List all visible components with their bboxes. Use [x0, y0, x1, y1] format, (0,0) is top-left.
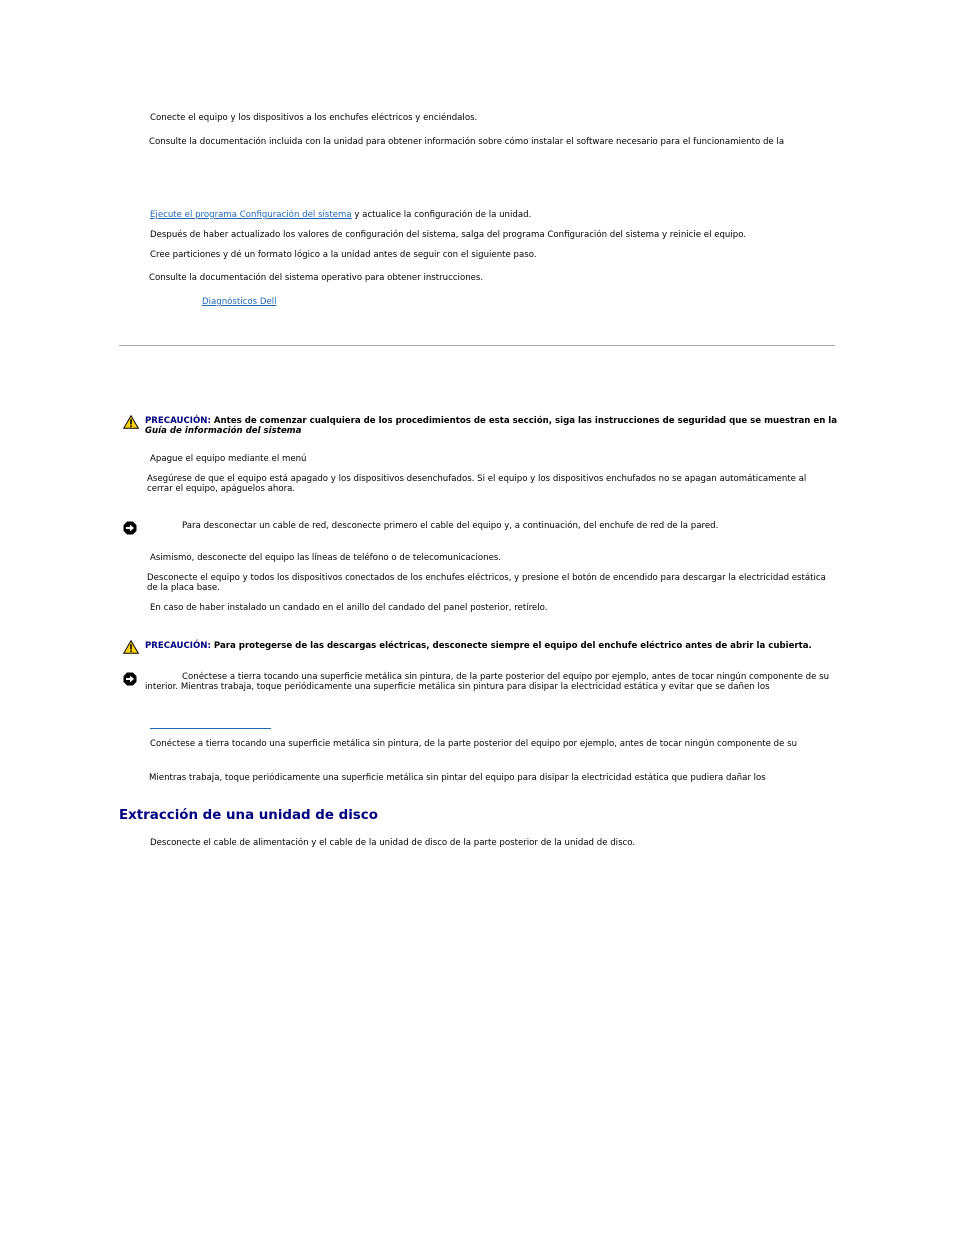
setup-program-link[interactable]: Ejecute el programa Configuración del sistema [150, 210, 352, 220]
caution-message-2: PRECAUCIÓN: Para protegerse de las descargas eléctricas, desconecte siempre el equipo del enchufe eléctrico antes de abrir la cubierta. [145, 641, 812, 651]
section-heading: Extracción de una unidad de disco [119, 808, 378, 823]
step-setup [150, 210, 531, 220]
diagnostics-link-line [202, 297, 277, 307]
step-phone-lines: Asimismo, desconecte del equipo las líneas de teléfono o de telecomunicaciones. [150, 553, 502, 563]
notice-ground: Conéctese a tierra tocando una superficie metálica sin pintura, de la parte posterior del equipo por ejemplo, antes de tocar ningún componente de su interior. Mientras trabaja, toque periódicamente una superficie metálica sin pintura para disipar la electricidad estática y evitar que se dañen los [145, 672, 830, 692]
empty-link-underline[interactable] [150, 728, 271, 729]
warning-triangle-icon [123, 640, 139, 654]
step-padlock: En caso de haber instalado un candado en el anillo del candado del panel posterior, retírelo. [150, 603, 548, 613]
setup-step-rest: y actualice la configuración de la unidad. [351, 210, 532, 220]
caution-message-1: PRECAUCIÓN: Antes de comenzar cualquiera de los procedimientos de esta sección, siga las instrucciones de seguridad que se muestran en la [145, 416, 838, 426]
caution-label: PRECAUCIÓN: [145, 416, 211, 426]
step-connect-power: Conecte el equipo y los dispositivos a los enchufes eléctricos y enciéndalos. [150, 113, 478, 123]
step-ground: Conéctese a tierra tocando una superficie metálica sin pintura, de la parte posterior del equipo por ejemplo, antes de tocar ningún componente de su [150, 739, 798, 749]
section-divider [119, 345, 835, 346]
step-partition: Cree particiones y dé un formato lógico a la unidad antes de seguir con el siguiente paso. [150, 250, 537, 260]
step-consult-docs: Consulte la documentación incluida con la unidad para obtener información sobre cómo instalar el software necesario para el funcionamiento de la [149, 137, 785, 147]
step-touch-metal: Mientras trabaja, toque periódicamente una superficie metálica sin pintar del equipo para disipar la electricidad estática que pudiera dañar los [149, 773, 766, 783]
step-shutdown: Apague el equipo mediante el menú [150, 454, 307, 464]
step-os-docs: Consulte la documentación del sistema operativo para obtener instrucciones. [149, 273, 484, 283]
step-after-update: Después de haber actualizado los valores de configuración del sistema, salga del programa Configuración del sistema y reinicie el equipo. [150, 230, 747, 240]
warning-triangle-icon [123, 415, 139, 429]
guide-title: Guía de información del sistema [145, 426, 302, 436]
dell-diagnostics-link[interactable]: Diagnósticos Dell [202, 297, 277, 307]
step-ensure-off: Asegúrese de que el equipo está apagado y los dispositivos desenchufados. Si el equipo y los dispositivos enchufados no se apagan automáticamente al cerrar el equipo, apáguelos ahora. [147, 474, 807, 494]
notice-icon [123, 521, 137, 535]
notice-icon [123, 672, 137, 686]
caution-label: PRECAUCIÓN: [145, 641, 211, 651]
step-disconnect-all: Desconecte el equipo y todos los dispositivos conectados de los enchufes eléctricos, y presione el botón de encendido para descargar la electricidad estática de la placa base. [147, 573, 826, 593]
step-disconnect-drive-cables: Desconecte el cable de alimentación y el cable de la unidad de disco de la parte posterior de la unidad de disco. [150, 838, 636, 848]
caution-guide-title [145, 426, 301, 436]
notice-network-cable: Para desconectar un cable de red, desconecte primero el cable del equipo y, a continuación, del enchufe de red de la pared. [182, 521, 719, 531]
